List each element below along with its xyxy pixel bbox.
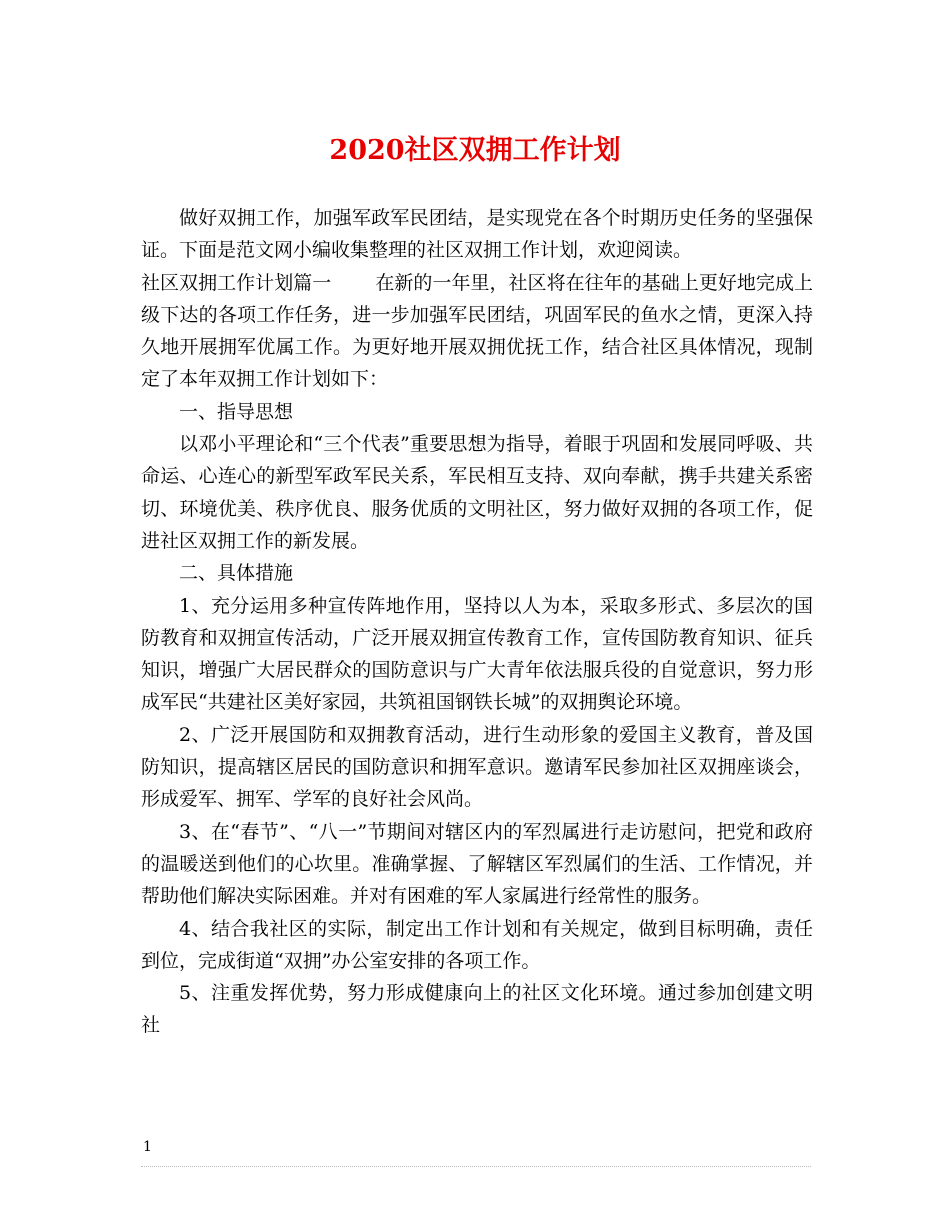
- measure-4-paragraph: 4、结合我社区的实际，制定出工作计划和有关规定，做到目标明确，责任到位，完成街道“双拥”办公室安排的各项工作。: [141, 917, 813, 972]
- heading-specific-measures: 二、具体措施: [179, 562, 294, 585]
- page-number: 1: [143, 1139, 152, 1155]
- measure-3-paragraph: 3、在“春节”、“八一”节期间对辖区内的军烈属进行走访慰问，把党和政府的温暖送到他们的心坎里。准确掌握、了解辖区军烈属们的生活、工作情况，并帮助他们解决实际困难。并对有困难的军人家属进行经常性的服务。: [141, 820, 813, 908]
- guiding-thought-paragraph: 以邓小平理论和“三个代表”重要思想为指导，着眼于巩固和发展同呼吸、共命运、心连心的新型军政军民关系，军民相互支持、双向奉献，携手共建关系密切、环境优美、秩序优良、服务优质的文明社区，努力做好双拥的各项工作，促进社区双拥工作的新发展。: [141, 433, 813, 552]
- intro-paragraph: 做好双拥工作，加强军政军民团结，是实现党在各个时期历史任务的坚强保证。下面是范文网小编收集整理的社区双拥工作计划，欢迎阅读。: [141, 207, 813, 262]
- measure-1-paragraph: 1、充分运用多种宣传阵地作用，坚持以人为本，采取多形式、多层次的国防教育和双拥宣传活动，广泛开展双拥宣传教育工作，宣传国防教育知识、征兵知识，增强广大居民群众的国防意识与广大青年依法服兵役的自觉意识，努力形成军民“共建社区美好家园，共筑祖国钢铁长城”的双拥舆论环境。: [141, 594, 813, 714]
- heading-guiding-thought: 一、指导思想: [179, 400, 294, 423]
- plan-intro-paragraph: [141, 267, 813, 396]
- section-heading: 社区双拥工作计划篇一: [141, 271, 332, 294]
- document-title: 2020社区双拥工作计划: [329, 135, 621, 166]
- measure-2-paragraph: 2、广泛开展国防和双拥教育活动，进行生动形象的爱国主义教育，普及国防知识，提高辖区居民的国防意识和拥军意识。邀请军民参加社区双拥座谈会，形成爱军、拥军、学军的良好社会风尚。: [141, 723, 813, 811]
- footer-divider: [141, 1166, 811, 1167]
- measure-5-paragraph: 5、注重发挥优势，努力形成健康向上的社区文化环境。通过参加创建文明社: [141, 982, 813, 1037]
- document-body: [141, 202, 813, 1042]
- plan-intro-text: 在新的一年里，社区将在往年的基础上更好地完成上级下达的各项工作任务，进一步加强军民团结，巩固军民的鱼水之情，更深入持久地开展拥军优属工作。为更好地开展双拥优抚工作，结合社区具体情况，现制定了本年双拥工作计划如下：: [141, 271, 813, 391]
